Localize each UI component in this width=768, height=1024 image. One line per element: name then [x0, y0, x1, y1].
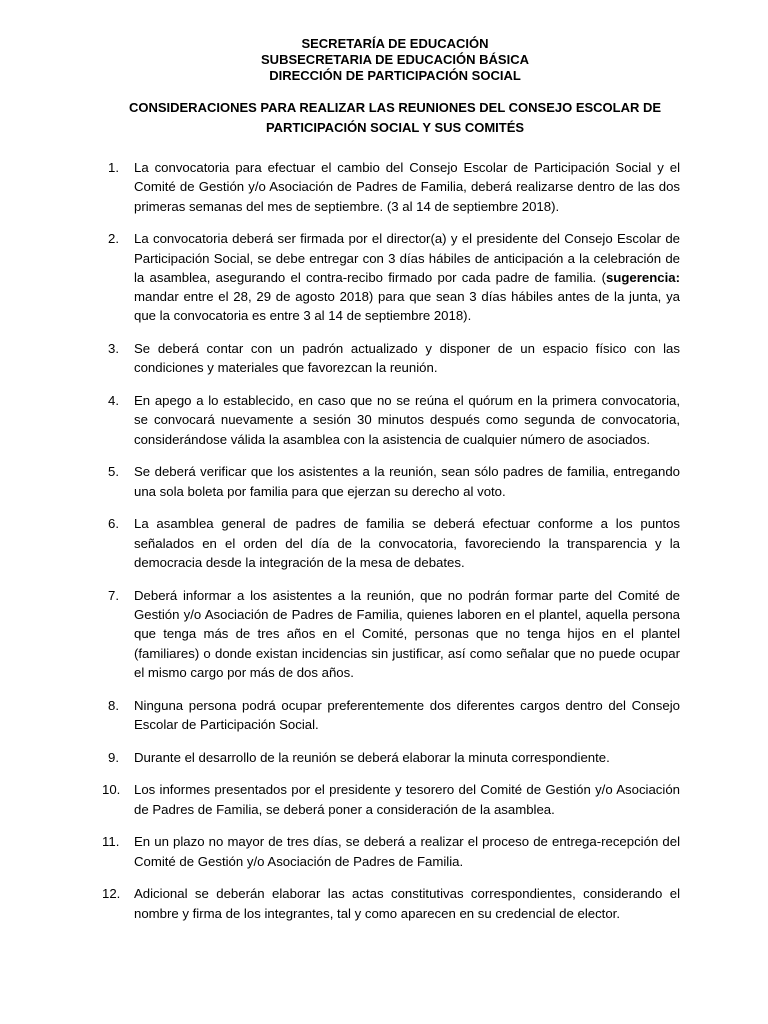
item-number: 9.	[108, 749, 119, 765]
item-number: 5.	[108, 464, 119, 480]
list-item	[110, 748, 680, 767]
list-item	[110, 339, 680, 378]
item-number: 7.	[108, 587, 119, 603]
header-line-2: SUBSECRETARIA DE EDUCACIÓN BÁSICA	[261, 52, 529, 67]
item-number: 8.	[108, 697, 119, 713]
title-line-1: CONSIDERACIONES PARA REALIZAR LAS REUNIONES DEL CONSEJO ESCOLAR DE	[128, 100, 662, 115]
item-text	[134, 231, 680, 323]
list-item	[110, 229, 680, 325]
list-item	[102, 884, 680, 923]
item-text-part: mandar entre el 28, 29 de agosto 2018) para que sean 3 días hábiles antes de la junta, ya que la convocatoria es entre 3 al 14 de septiembre 2018).	[134, 289, 680, 324]
item-number: 6.	[108, 516, 119, 532]
list-item	[110, 514, 680, 572]
item-text: En un plazo no mayor de tres días, se deberá a realizar el proceso de entrega-recepción del Comité de Gestión y/o Asociación de Padres de Familia.	[134, 834, 680, 869]
document-title	[102, 98, 688, 138]
considerations-list	[102, 158, 680, 923]
item-number: 4.	[108, 393, 119, 409]
item-text: La convocatoria para efectuar el cambio del Consejo Escolar de Participación Social y el Comité de Gestión y/o Asociación de Padres de Familia, deberá realizarse dentro de las dos primeras semanas del mes de septiembre. (3 al 14 de septiembre 2018).	[134, 160, 680, 214]
item-text: La asamblea general de padres de familia se deberá efectuar conforme a los puntos señalados en el orden del día de la convocatoria, favoreciendo la transparencia y la democracia desde la integración de la mesa de debates.	[134, 516, 680, 570]
list-item	[102, 780, 680, 819]
title-line-2: PARTICIPACIÓN SOCIAL Y SUS COMITÉS	[265, 120, 525, 135]
item-number: 2.	[108, 231, 119, 247]
item-text: Deberá informar a los asistentes a la reunión, que no podrán formar parte del Comité de Gestión y/o Asociación de Padres de Familia, quienes laboren en el plantel, aquella persona que tenga más de tres años en el Comité, personas que no tenga hijos en el plantel (familiares) o donde existan incidencias sin justificar, así como señalar que no puede ocupar el mismo cargo por más de dos años.	[134, 587, 680, 680]
item-text: En apego a lo establecido, en caso que no se reúna el quórum en la primera convocatoria, se convocará nuevamente a sesión 30 minutos después como segunda de convocatoria, considerándose válida la asamblea con la asistencia de cualquier número de asociados.	[134, 393, 680, 447]
list-item	[102, 832, 680, 871]
list-item	[110, 158, 680, 216]
list-item	[110, 391, 680, 449]
institution-header	[110, 36, 680, 84]
header-line-3: DIRECCIÓN DE PARTICIPACIÓN SOCIAL	[269, 68, 521, 83]
item-text: Ninguna persona podrá ocupar preferentemente dos diferentes cargos dentro del Consejo Escolar de Participación Social.	[134, 697, 680, 732]
list-item	[110, 462, 680, 501]
list-item	[110, 696, 680, 735]
item-text: Se deberá contar con un padrón actualizado y disponer de un espacio físico con las condiciones y materiales que favorezcan la reunión.	[134, 341, 680, 376]
item-text: Durante el desarrollo de la reunión se deberá elaborar la minuta correspondiente.	[134, 749, 610, 765]
item-text: Los informes presentados por el presidente y tesorero del Comité de Gestión y/o Asociación de Padres de Familia, se deberá poner a consideración de la asamblea.	[134, 782, 680, 817]
header-line-1: SECRETARÍA DE EDUCACIÓN	[301, 36, 489, 51]
item-number: 12.	[102, 886, 121, 902]
item-number: 1.	[108, 160, 119, 175]
item-number: 10.	[102, 782, 121, 798]
item-text-part: La convocatoria deberá ser firmada por el director(a) y el presidente del Consejo Escolar de Participación Social, se debe entregar con 3 días hábiles de anticipación a la celebración de la asamblea, asegurando el contra-recibo firmado por cada padre de familia. (	[134, 231, 680, 285]
item-number: 3.	[108, 341, 119, 357]
item-number: 11.	[102, 834, 120, 850]
item-text: Adicional se deberán elaborar las actas constitutivas correspondientes, considerando el nombre y firma de los integrantes, tal y como aparecen en su credencial de elector.	[134, 886, 680, 921]
list-item	[110, 586, 680, 682]
suggestion-label: sugerencia:	[605, 269, 680, 285]
item-text: Se deberá verificar que los asistentes a la reunión, sean sólo padres de familia, entregando una sola boleta por familia para que ejerzan su derecho al voto.	[134, 464, 680, 499]
